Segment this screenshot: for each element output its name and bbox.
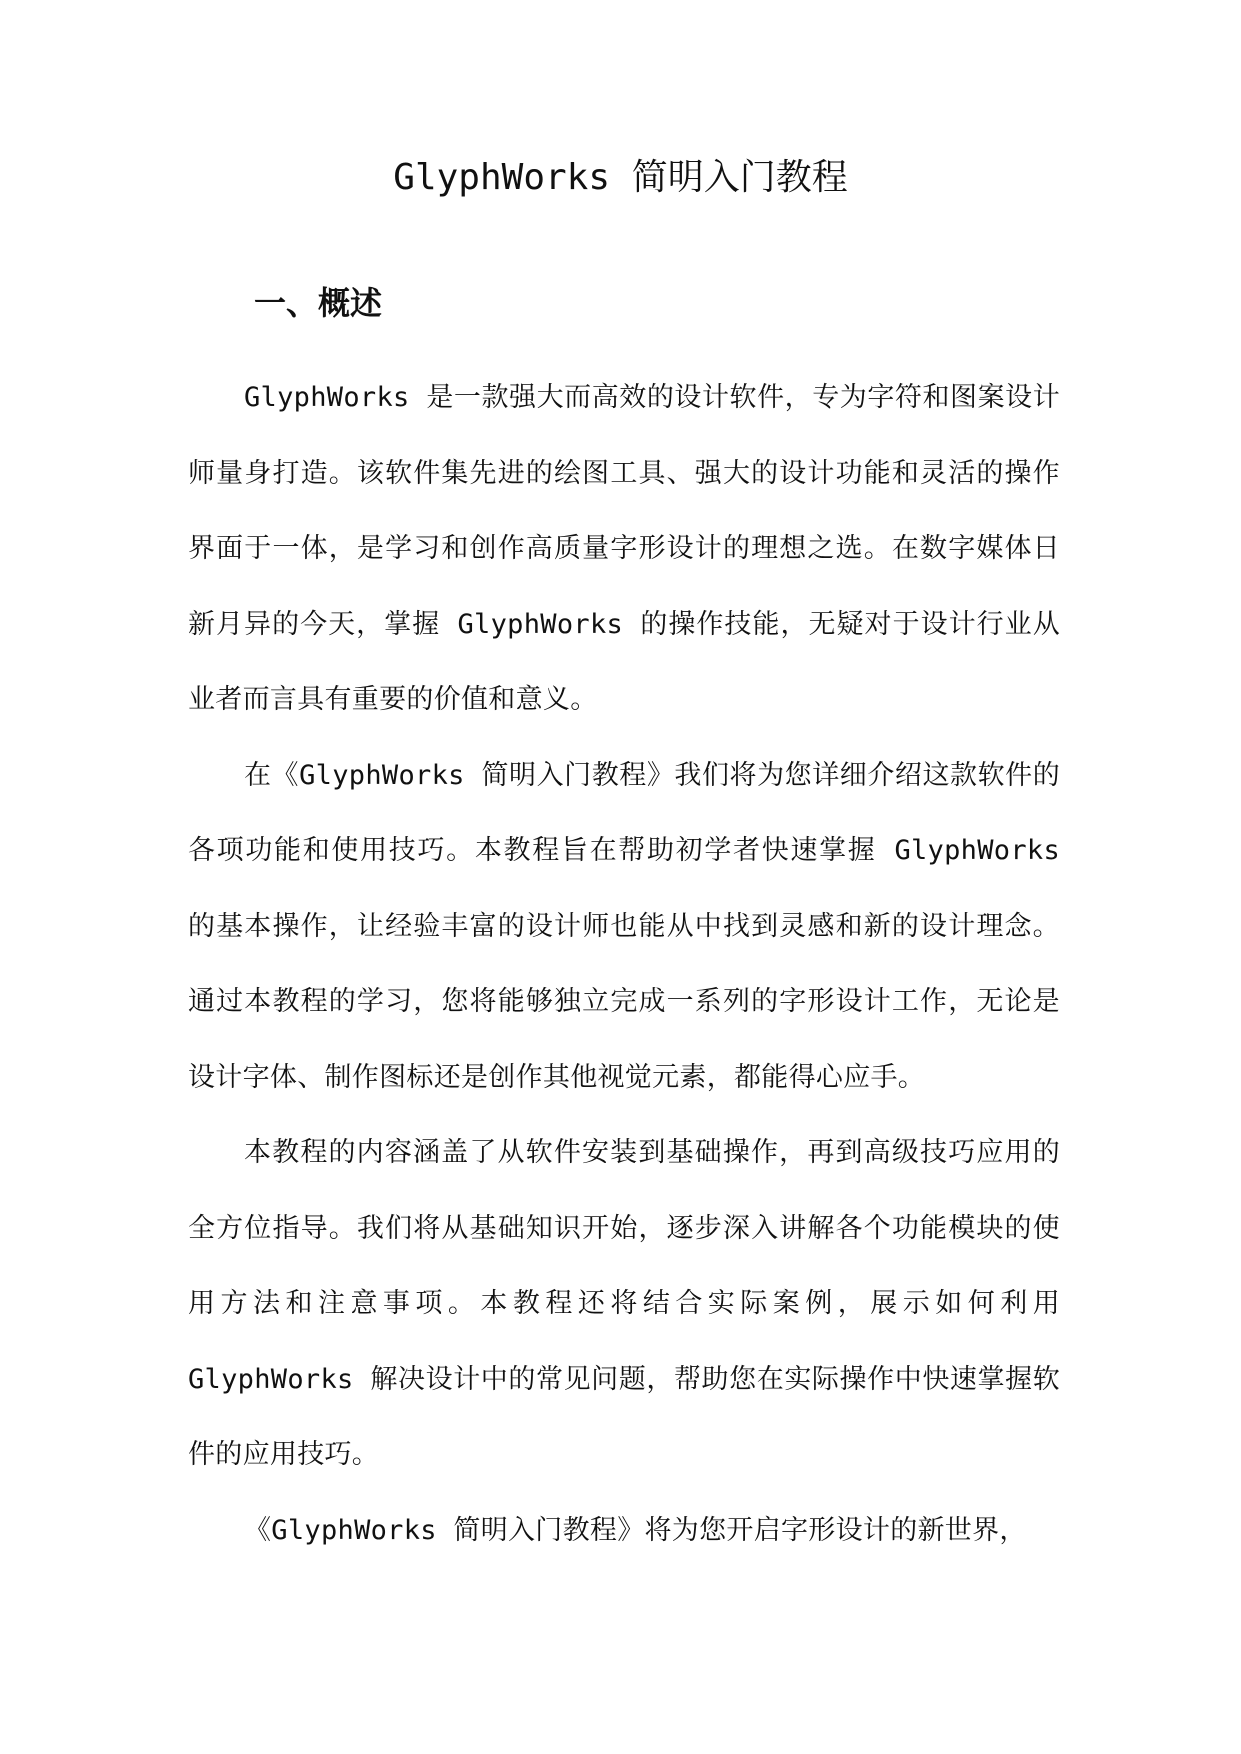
document-body <box>188 360 1060 1568</box>
section-heading-overview: 一、概述 <box>254 284 383 322</box>
paragraph-closing: 《GlyphWorks 简明入门教程》将为您开启字形设计的新世界， <box>244 1514 1027 1546</box>
paragraph-intro: GlyphWorks 是一款强大而高效的设计软件，专为字符和图案设计师量身打造。该软件集先进的绘图工具、强大的设计功能和灵活的操作界面于一体，是学习和创作高质量字形设计的理想之选。在数字媒体日新月异的今天，掌握 GlyphWorks 的操作技能，无疑对于设计行业从业者而言具有重要的价值和意义。 <box>188 382 1060 715</box>
document-title: GlyphWorks 简明入门教程 <box>393 157 848 198</box>
paragraph-tutorial-content: 本教程的内容涵盖了从软件安装到基础操作，再到高级技巧应用的全方位指导。我们将从基础知识开始，逐步深入讲解各个功能模块的使用方法和注意事项。本教程还将结合实际案例，展示如何利用 GlyphWorks 解决设计中的常见问题，帮助您在实际操作中快速掌握软件的应用技巧。 <box>188 1137 1060 1470</box>
paragraph-tutorial-purpose: 在《GlyphWorks 简明入门教程》我们将为您详细介绍这款软件的各项功能和使用技巧。本教程旨在帮助初学者快速掌握 GlyphWorks 的基本操作，让经验丰富的设计师也能从中找到灵感和新的设计理念。通过本教程的学习，您将能够独立完成一系列的字形设计工作，无论是设计字体、制作图标还是创作其他视觉元素，都能得心应手。 <box>188 759 1060 1093</box>
